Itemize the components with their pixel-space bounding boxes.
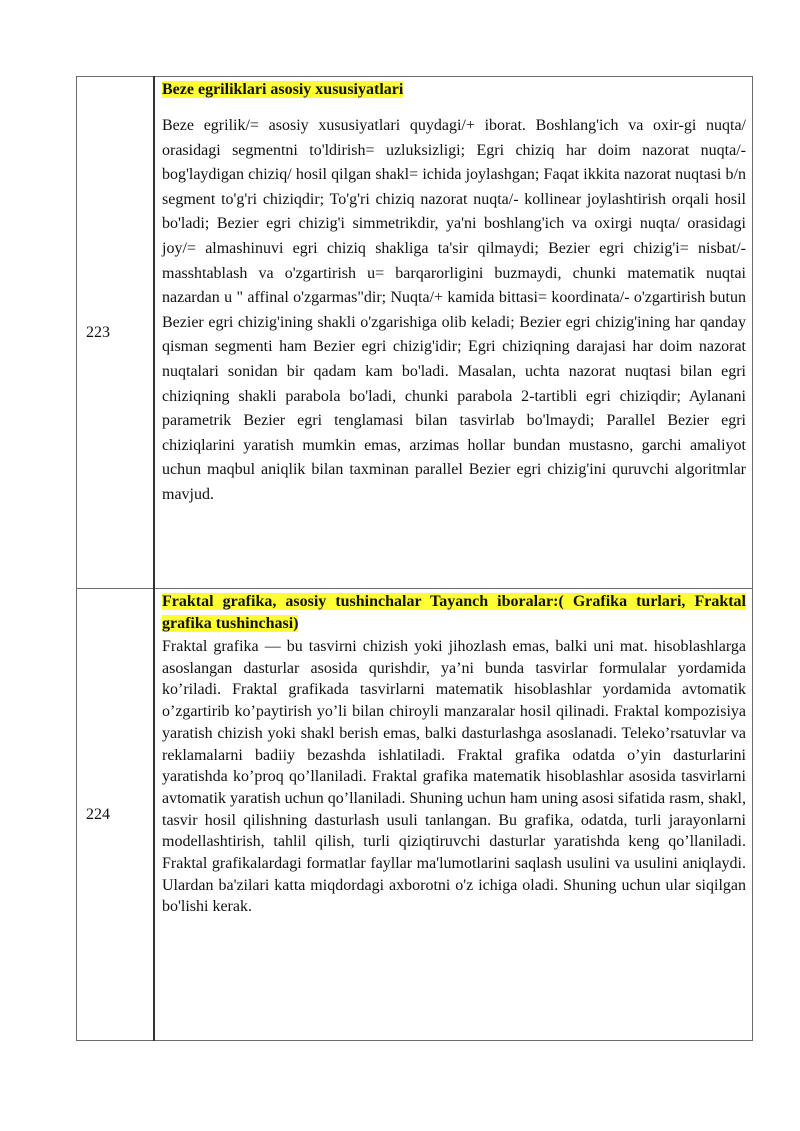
row-content-cell [154, 589, 753, 1041]
table-row [77, 77, 753, 589]
row-content-cell [154, 77, 753, 589]
heading-block [162, 591, 746, 635]
row-number: 223 [86, 323, 110, 341]
questions-table [76, 76, 753, 1041]
row-number-cell [77, 77, 155, 589]
row-heading: Fraktal grafika, asosiy tushinchalar Tayanch iboralar:( Grafika turlari, Fraktal grafika tushinchasi) [162, 593, 746, 632]
table-row [77, 589, 753, 1041]
row-number-cell [77, 589, 155, 1041]
row-number: 224 [86, 805, 110, 823]
heading-block [162, 79, 746, 101]
row-body-text: Beze egrilik/= asosiy xususiyatlari quydagi/+ iborat. Boshlang'ich va oxir-gi nuqta/ orasidagi segmentni to'ldirish= uzluksizligi; Egri chiziq har doim nazorat nuqta/- bog'laydigan chiziq/ hosil qilgan shakl= ichida joylashgan; Faqat ikkita nazorat nuqtasi b/n segment to'g'ri chiziqdir; To'g'ri chiziq nazorat nuqta/- kollinear joylashtirish orqali hosil bo'ladi; Bezier egri chizig'i simmetrikdir, ya'ni boshlang'ich va oxirgi nuqta/ orasidagi joy/= almashinuvi egri chiziq shakliga ta'sir qilmaydi; Bezier egri chizig'i= nisbat/- masshtablash va o'zgartirish u= barqarorligini buzmaydi, chunki matematik nuqtai nazardan u " affinal o'zgarmas"dir; Nuqta/+ kamida bittasi= koordinata/- o'zgartirish butun Bezier egri chizig'ining shakli o'zgarishiga olib keladi; Bezier egri chizig'ining har qanday qisman segmenti ham Bezier egri chizig'idir; Egri chiziqning darajasi har doim nazorat nuqtalari sonidan bir qadam kam bo'ladi. Masalan, uchta nazorat nuqtasi bilan egri chiziqning shakli parabola bo'ladi, chunki parabola 2-tartibli egri chiziqdir; Aylanani parametrik Bezier egri tenglamasi bilan tasvirlab bo'lmaydi; Parallel Bezier egri chiziqlarini yaratish mumkin emas, arzimas hollar bundan mustasno, garchi amaliyot uchun maqbul aniqlik bilan taxminan parallel Bezier egri chizig'ini quruvchi algoritmlar mavjud. [162, 117, 746, 503]
row-body-text: Fraktal grafika — bu tasvirni chizish yoki jihozlash emas, balki uni mat. hisoblashlarga asoslangan dasturlar asosida qurishdir, ya’ni bunda tasvirlar formulalar yordamida ko’riladi. Fraktal grafikada tasvirlarni matematik hisoblashlar yordamida avtomatik o’zgartirib ko’paytirish yo’li bilan chiroyli manzaralar hosil qilinadi. Fraktal kompozisiya yaratish chizish yoki shakl berish emas, balki dasturlashga asoslanadi. Teleko’rsatuvlar va reklamalarni badiiy bezashda ishlatiladi. Fraktal grafika odatda o’yin dasturlarini yaratishda ko’proq qo’llaniladi. Fraktal grafika matematik hisoblashlar asosida tasvirlarni avtomatik yaratish uchun qo’llaniladi. Shuning uchun ham uning asosi sifatida rasm, shakl, tasvir hosil qilishning dasturlash usuli tanlangan. Bu grafika, odatda, turli jarayonlarni modellashtirish, tahlil qilish, turli qiziqtiruvchi dasturlar yaratishda keng qo’llaniladi. Fraktal grafikalardagi formatlar fayllar ma'lumotlarini saqlash usulini va usulini aniqlaydi. Ulardan ba'zilari katta miqdordagi axborotni o'z ichiga oladi. Shuning uchun ular siqilgan bo'lishi kerak. [162, 638, 746, 916]
row-heading: Beze egriliklari asosiy xususiyatlari [162, 81, 404, 98]
